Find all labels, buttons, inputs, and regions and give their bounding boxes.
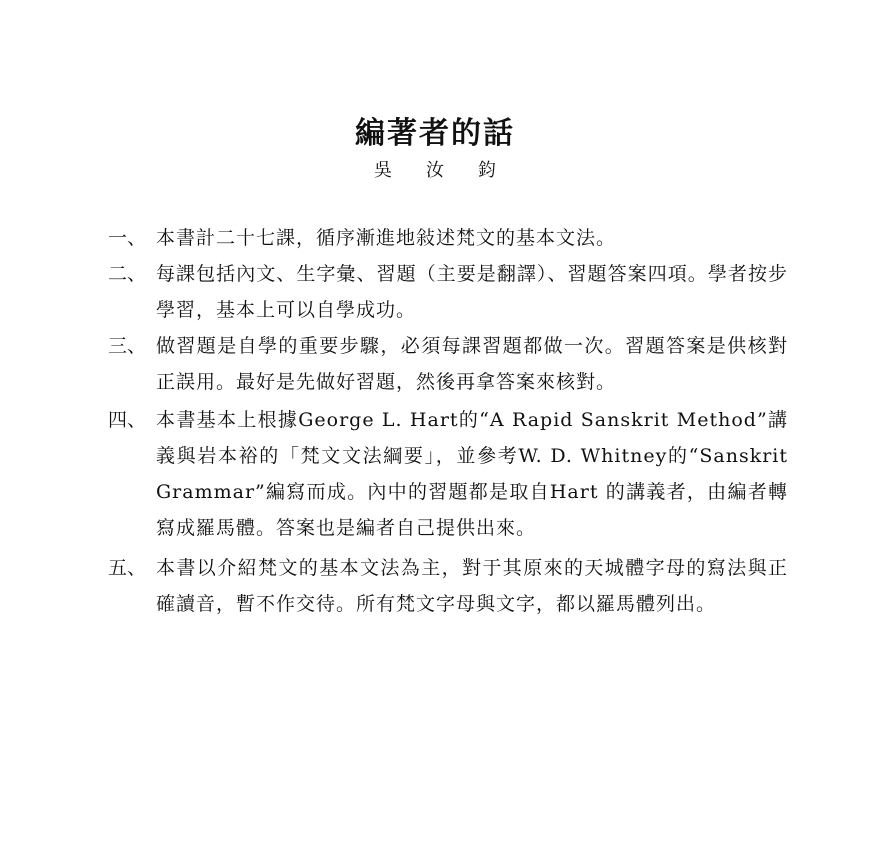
item-number: 一、 (108, 227, 147, 249)
list-item (108, 220, 788, 256)
item-text: 本書計二十七課，循序漸進地敍述梵文的基本文法。 (156, 227, 617, 249)
preface-list (108, 220, 788, 622)
author-name: 吳汝鈞 (374, 160, 530, 181)
list-item (108, 256, 788, 328)
page-title: 編著者的話 (355, 116, 515, 151)
item-text: 本書以介紹梵文的基本文法為主，對于其原來的天城體字母的寫法與正確讀音，暫不作交待。所有梵文字母與文字，都以羅馬體列出。 (156, 557, 788, 615)
item-number: 二、 (108, 263, 147, 285)
item-number: 五、 (108, 557, 147, 579)
item-number: 三、 (108, 335, 147, 357)
item-text: 做習題是自學的重要步驟，必須每課習題都做一次。習題答案是供核對正誤用。最好是先做好習題，然後再拿答案來核對。 (156, 335, 788, 393)
list-item (108, 328, 788, 400)
item-number: 四、 (108, 409, 147, 431)
list-item (108, 550, 788, 622)
list-item (108, 402, 788, 546)
item-text: 本書基本上根據George L. Hart的“A Rapid Sanskrit Method”講義與岩本裕的「梵文文法綱要」，並參考W. D. Whitney的“Sanskrit Grammar”編寫而成。內中的習題都是取自Hart 的講義者，由編者轉寫成羅馬體。答案也是編者自己提供出來。 (156, 409, 788, 539)
item-text: 每課包括內文、生字彙、習題（主要是翻譯）、習題答案四項。學者按步學習，基本上可以自學成功。 (156, 263, 788, 321)
